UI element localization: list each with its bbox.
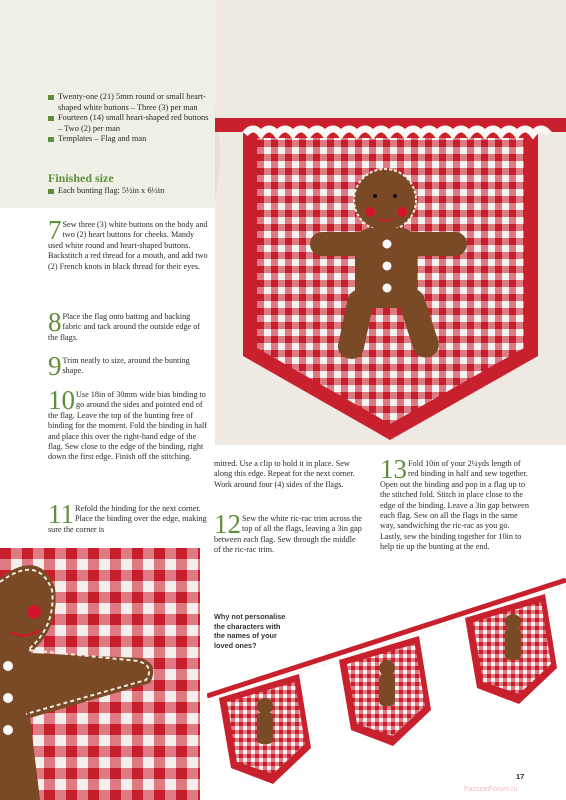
- step-9: [48, 351, 208, 381]
- step-12: [214, 509, 364, 556]
- list-item: Fourteen (14) small heart-shaped red buttons – Two (2) per man: [48, 113, 213, 134]
- bunting-illustration: [207, 578, 566, 800]
- step-number: 7: [48, 215, 62, 245]
- step-10: [48, 385, 208, 463]
- flag-photo: [215, 0, 566, 445]
- step-text: Use 18in of 30mm wide bias binding to go around the sides and pointed end of the flag. Leave the top of the bunting free of binding for the moment. Fold the binding in half and place this over the right-hand edge of the flag. Sew close to the edge of the binding, right down the first edge. Finish off the stitching.: [48, 390, 207, 462]
- step-7: [48, 215, 208, 272]
- watermark: PassionForum.ru: [464, 786, 518, 793]
- bunting-flag: [219, 674, 311, 784]
- step-13: [380, 454, 530, 553]
- step-number: 12: [214, 509, 241, 539]
- closeup-photo: [0, 548, 200, 800]
- step-text: Place the flag onto batting and backing fabric and tack around the outside edge of the flags.: [48, 312, 201, 342]
- photo-caption: Why not personalise the characters with the names of your loved ones?: [214, 612, 286, 650]
- step-number: 13: [380, 454, 407, 484]
- finished-size-heading: Finished size: [48, 171, 114, 185]
- step-text: mitred. Use a clip to hold it in place. Sew along this edge. Repeat for the next corner. Work around four (4) sides of the flags.: [214, 459, 355, 489]
- flag-illustration: [215, 0, 566, 445]
- step-8: [48, 307, 208, 343]
- step-text: Sew the white ric-rac trim across the top of all the flags, leaving a 3in gap between each flag. Sew through the middle of the ric-rac trim.: [214, 514, 363, 555]
- step-11: [48, 499, 208, 535]
- step-11-continued: [214, 459, 364, 490]
- page-number: 17: [516, 772, 525, 781]
- list-item: Twenty-one (21) 5mm round or small heart-shaped white buttons – Three (3) per man: [48, 92, 213, 113]
- closeup-illustration: [0, 548, 200, 800]
- materials-list: [48, 92, 213, 145]
- step-number: 9: [48, 351, 62, 381]
- step-text: Trim neatly to size, around the bunting shape.: [62, 356, 190, 376]
- step-text: Refold the binding for the next corner. Place the binding over the edge, making sure the corner is: [48, 504, 207, 534]
- step-text: Fold 10in of your 2¼yds length of red binding in half and sew together. Open out the binding and pop in a flag up to the stitched fold. Stitch in place close to the edge of the binding. Leave a 3in gap between each flag. Sew on all the flags in the same way, sandwiching the ric-rac as you go. Lastly, sew the binding together for 10in to help tie up the bunting at the end.: [380, 459, 529, 552]
- step-number: 11: [48, 499, 74, 529]
- step-text: Sew three (3) white buttons on the body and two (2) heart buttons for cheeks. Mandy used white round and heart-shaped buttons. Backstitch a red thread for a mouth, and add two (2) French knots in black thread for their eyes.: [48, 220, 208, 271]
- step-number: 8: [48, 307, 62, 337]
- bunting-photo: [207, 578, 566, 800]
- step-number: 10: [48, 385, 75, 415]
- bunting-flag: [339, 636, 431, 746]
- list-item: Templates – Flag and man: [48, 134, 213, 145]
- finished-size-text: Each bunting flag: 5½in x 6½in: [48, 186, 164, 195]
